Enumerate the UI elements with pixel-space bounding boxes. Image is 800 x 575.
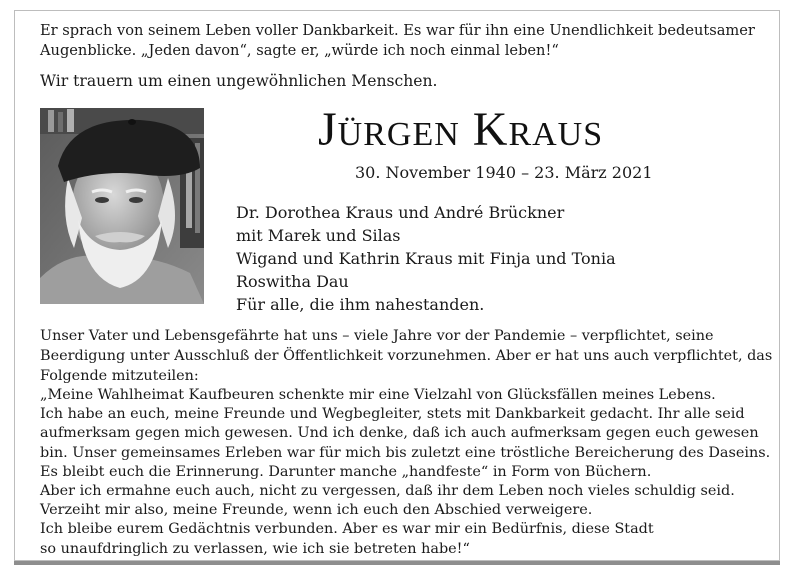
announcement-text: Unser Vater und Lebensgefährte hat uns – viele Jahre vor der Pandemie – verpflichtet, seine Beerdigung unter Ausschluß der Öffentlichkeit vorzunehmen. Aber er hat uns auch verpflichtet, das Folgende mitzuteilen: — [40, 328, 773, 384]
mourners-list — [236, 201, 756, 316]
farewell-quote — [40, 386, 780, 559]
quote-line: Ich habe an euch, meine Freunde und Wegbegleiter, stets mit Dankbarkeit gedacht. Ihr alle seid — [40, 406, 745, 423]
quote-line: „Meine Wahlheimat Kaufbeuren schenkte mir eine Vielzahl von Glücksfällen meines Lebens. — [40, 387, 716, 403]
quote-line: so unaufdringlich zu verlassen, wie ich sie betreten habe!“ — [40, 540, 470, 557]
portrait-photo — [40, 108, 204, 304]
notice-bottom-rule — [14, 561, 780, 565]
quote-line: Ich bleibe eurem Gedächtnis verbunden. Aber es war mir ein Bedürfnis, diese Stadt — [40, 521, 654, 538]
quote-line: Aber ich ermahne euch auch, nicht zu vergessen, daß ihr dem Leben noch vieles schuldig seid. — [40, 483, 735, 500]
life-dates: 30. November 1940 – 23. März 2021 — [355, 163, 653, 182]
mourning-line: Wir trauern um einen ungewöhnlichen Menschen. — [40, 72, 438, 90]
mourner-line: Roswitha Dau — [236, 272, 349, 291]
mourner-line: Dr. Dorothea Kraus und André Brückner — [236, 203, 565, 222]
quote-line: Es bleibt euch die Erinnerung. Darunter manche „handfeste“ in Form von Büchern. — [40, 463, 652, 480]
deceased-name: Jürgen Kraus — [318, 103, 604, 156]
quote-line: bin. Unser gemeinsames Erleben war für mich bis zuletzt eine tröstliche Bereicherung des Daseins. — [40, 444, 771, 461]
intro-text: Er sprach von seinem Leben voller Dankbarkeit. Es war für ihn eine Unendlichkeit bedeutsamer Augenblicke. „Jeden davon“, sagte er, „würde ich noch einmal leben!“ — [40, 22, 755, 59]
mourner-line: Wigand und Kathrin Kraus mit Finja und Tonia — [236, 249, 616, 268]
quote-line: aufmerksam gegen mich gewesen. Und ich denke, daß ich auch aufmerksam gegen euch gewesen — [40, 425, 759, 442]
mourner-line: mit Marek und Silas — [236, 226, 401, 245]
mourner-line: Für alle, die ihm nahestanden. — [236, 295, 485, 314]
quote-line: Verzeiht mir also, meine Freunde, wenn ich euch den Abschied verweigere. — [40, 502, 593, 519]
